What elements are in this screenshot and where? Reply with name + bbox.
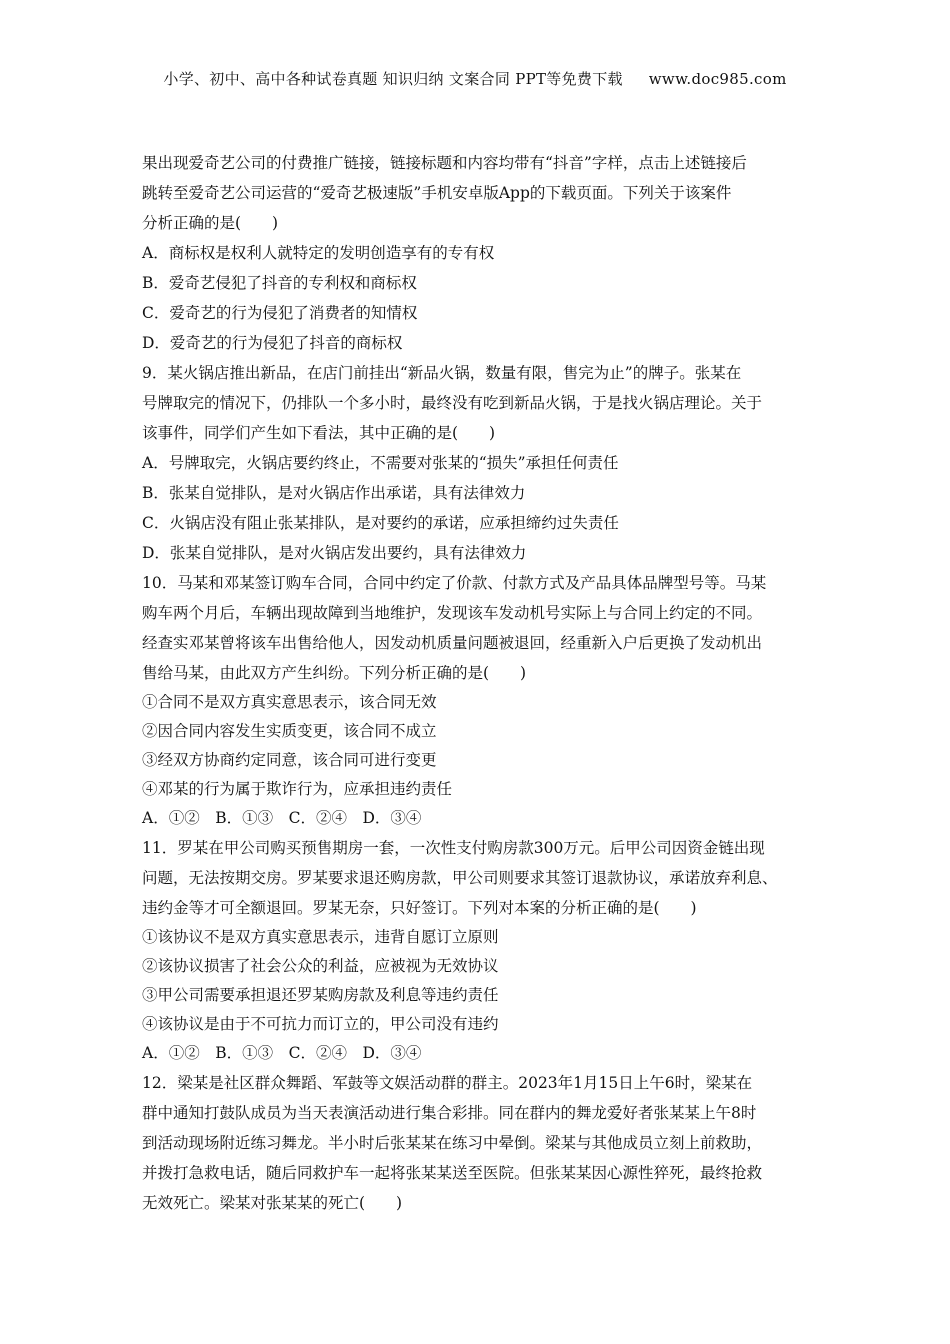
question-stem-line: 售给马某，由此双方产生纠纷。下列分析正确的是( ): [142, 664, 527, 682]
question-stem-line: 果出现爱奇艺公司的付费推广链接，链接标题和内容均带有“抖音”字样，点击上述链接后: [142, 154, 747, 172]
option-b: B．爱奇艺侵犯了抖音的专利权和商标权: [142, 274, 417, 292]
question-stem-line: 号牌取完的情况下，仍排队一个多小时，最终没有吃到新品火锅，于是找火锅店理论。关于: [142, 394, 763, 412]
question-10: [142, 568, 832, 833]
question-stem-line: 分析正确的是( ): [142, 214, 279, 232]
question-stem-line: 无效死亡。梁某对张某某的死亡( ): [142, 1194, 403, 1212]
statement-item: ②该协议损害了社会公众的利益，应被视为无效协议: [142, 957, 499, 975]
question-stem-line: 该事件，同学们产生如下看法，其中正确的是( ): [142, 424, 496, 442]
question-stem-line: 12．梁某是社区群众舞蹈、军鼓等文娱活动群的群主。2023年1月15日上午6时，梁某在: [142, 1074, 753, 1092]
statement-item: ④该协议是由于不可抗力而订立的，甲公司没有违约: [142, 1015, 499, 1033]
statement-item: ①该协议不是双方真实意思表示，违背自愿订立原则: [142, 928, 499, 946]
statement-item: ③经双方协商约定同意，该合同可进行变更: [142, 751, 437, 769]
statement-item: ②因合同内容发生实质变更，该合同不成立: [142, 722, 437, 740]
answer-choices: A．①② B．①③ C．②④ D．③④: [142, 809, 422, 827]
question-stem-line: 9．某火锅店推出新品，在店门前挂出“新品火锅，数量有限，售完为止”的牌子。张某在: [142, 364, 742, 382]
question-stem-line: 购车两个月后，车辆出现故障到当地维护，发现该车发动机号实际上与合同上约定的不同。: [142, 604, 763, 622]
statement-item: ④邓某的行为属于欺诈行为，应承担违约责任: [142, 780, 453, 798]
header-site-link[interactable]: www.doc985.com: [648, 70, 787, 88]
question-stem-line: 违约金等才可全额退回。罗某无奈，只好签订。下列对本案的分析正确的是( ): [142, 899, 697, 917]
question-stem-line: 群中通知打鼓队成员为当天表演活动进行集合彩排。同在群内的舞龙爱好者张某某上午8时: [142, 1104, 757, 1122]
question-stem-line: 经查实邓某曾将该车出售给他人，因发动机质量问题被退回，经重新入户后更换了发动机出: [142, 634, 763, 652]
answer-choices: A．①② B．①③ C．②④ D．③④: [142, 1044, 422, 1062]
question-stem-line: 跳转至爱奇艺公司运营的“爱奇艺极速版”手机安卓版App的下载页面。下列关于该案件: [142, 184, 732, 202]
question-12: [142, 1068, 832, 1218]
option-a: A．商标权是权利人就特定的发明创造享有的专有权: [142, 244, 495, 262]
option-b: B．张某自觉排队，是对火锅店作出承诺，具有法律效力: [142, 484, 526, 502]
question-stem-line: 11．罗某在甲公司购买预售期房一套，一次性支付购房款300万元。后甲公司因资金链出现: [142, 839, 765, 857]
header-text: 小学、初中、高中各种试卷真题 知识归纳 文案合同 PPT等免费下载: [163, 70, 623, 88]
option-c: C．爱奇艺的行为侵犯了消费者的知情权: [142, 304, 418, 322]
exam-content: [142, 148, 832, 1218]
option-d: D．爱奇艺的行为侵犯了抖音的商标权: [142, 334, 403, 352]
page-header: [0, 68, 950, 89]
question-stem-line: 问题，无法按期交房。罗某要求退还购房款，甲公司则要求其签订退款协议，承诺放弃利息、: [142, 869, 778, 887]
question-stem-line: 到活动现场附近练习舞龙。半小时后张某某在练习中晕倒。梁某与其他成员立刻上前救助，: [142, 1134, 763, 1152]
question-9: [142, 358, 832, 568]
question-stem-line: 10．马某和邓某签订购车合同，合同中约定了价款、付款方式及产品具体品牌型号等。马某: [142, 574, 767, 592]
statement-item: ①合同不是双方真实意思表示，该合同无效: [142, 693, 437, 711]
question-stem-line: 并拨打急救电话，随后同救护车一起将张某某送至医院。但张某某因心源性猝死，最终抢救: [142, 1164, 763, 1182]
option-a: A．号牌取完，火锅店要约终止，不需要对张某的“损失”承担任何责任: [142, 454, 619, 472]
option-d: D．张某自觉排队，是对火锅店发出要约，具有法律效力: [142, 544, 527, 562]
statement-item: ③甲公司需要承担退还罗某购房款及利息等违约责任: [142, 986, 499, 1004]
option-c: C．火锅店没有阻止张某排队，是对要约的承诺，应承担缔约过失责任: [142, 514, 619, 532]
question-8-continued: [142, 148, 832, 358]
question-11: [142, 833, 832, 1068]
